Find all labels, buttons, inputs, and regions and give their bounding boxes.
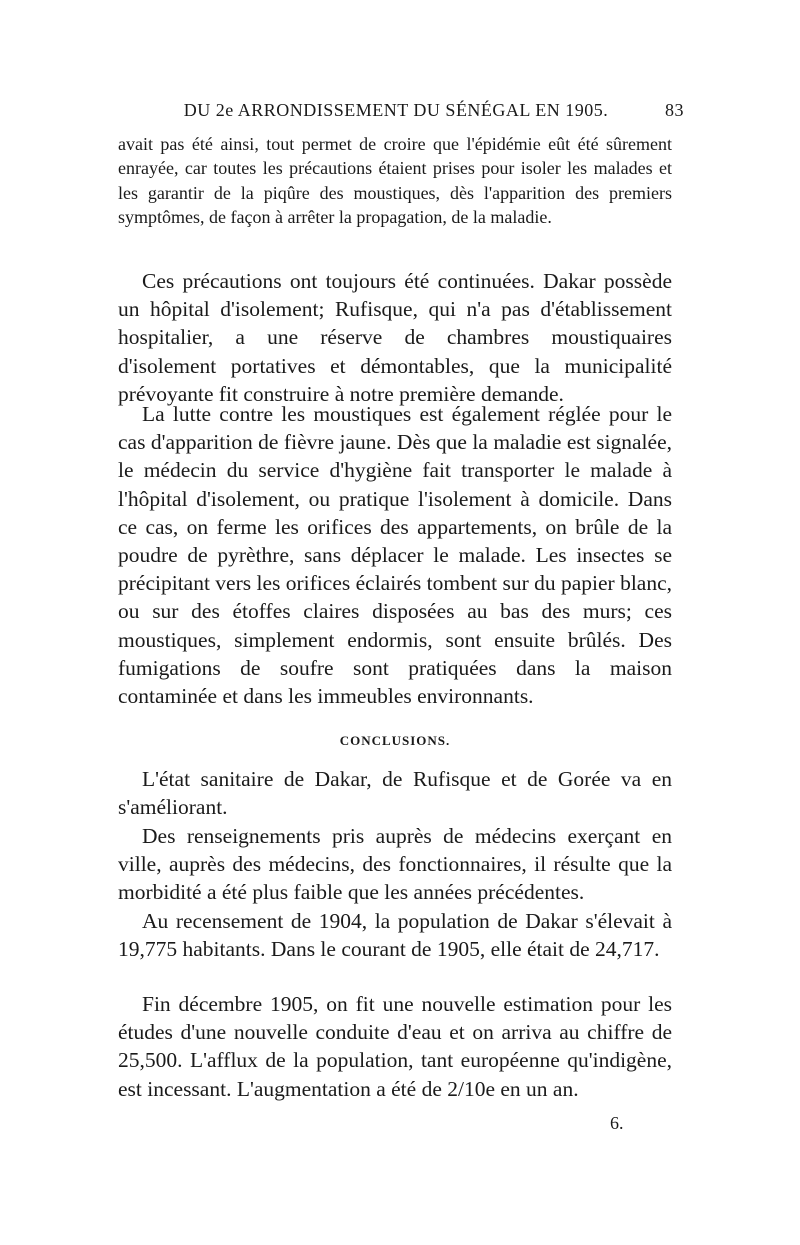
- signature-mark: 6.: [610, 1113, 624, 1133]
- running-header: [118, 100, 684, 121]
- paragraph-precautions: Ces précautions ont toujours été continuées. Dakar possède un hôpital d'isolement; Rufisque, qui n'a pas d'établissement hospitalier, a une réserve de chambres moustiquaires d'isolement portatives et démontables, que la municipalité prévoyante fit construire à notre première demande.: [118, 269, 672, 406]
- paragraph-mosquito-fight: La lutte contre les moustiques est également réglée pour le cas d'apparition de fièvre jaune. Dès que la maladie est signalée, le médecin du service d'hygiène fait transporter le malade à l'hôpital d'isolement, ou pratique l'isolement à domicile. Dans ce cas, on ferme les orifices des appartements, on brûle de la poudre de pyrèthre, sans déplacer le malade. Les insectes se précipitant vers les orifices éclairés tombent sur du papier blanc, ou sur des étoffes claires disposées au bas des murs; ces moustiques, simplement endormis, sont ensuite brûlés. Des fumigations de soufre sont pratiquées dans la maison contaminée et dans les immeubles environnants.: [118, 402, 673, 709]
- conclusion-morbidity: Des renseignements pris auprès de médecins exerçant en ville, auprès des médecins, des fonctionnaires, il résulte que la morbidité a été plus faible que les années précédentes.: [118, 824, 672, 905]
- page-number: 83: [665, 100, 684, 120]
- running-title: DU 2e ARRONDISSEMENT DU SÉNÉGAL EN 1905.: [183, 100, 609, 120]
- conclusion-estimation: Fin décembre 1905, on fit une nouvelle estimation pour les études d'une nouvelle conduite d'eau et on arriva au chiffre de 25,500. L'afflux de la population, tant européenne qu'indigène, est incessant. L'augmentation a été de 2/10e en un an.: [118, 992, 672, 1101]
- conclusion-sanitary-state: L'état sanitaire de Dakar, de Rufisque et de Gorée va en s'améliorant.: [118, 767, 672, 820]
- conclusion-census: Au recensement de 1904, la population de Dakar s'élevait à 19,775 habitants. Dans le courant de 1905, elle était de 24,717.: [118, 909, 672, 962]
- paragraph-continuation: avait pas été ainsi, tout permet de croire que l'épidémie eût été sûrement enrayée, car toutes les précautions étaient prises pour isoler les malades et les garantir de la piqûre des moustiques, dès l'apparition des premiers symptômes, de façon à arrêter la propagation, de la maladie.: [118, 134, 672, 228]
- section-title-conclusions: CONCLUSIONS.: [339, 733, 451, 748]
